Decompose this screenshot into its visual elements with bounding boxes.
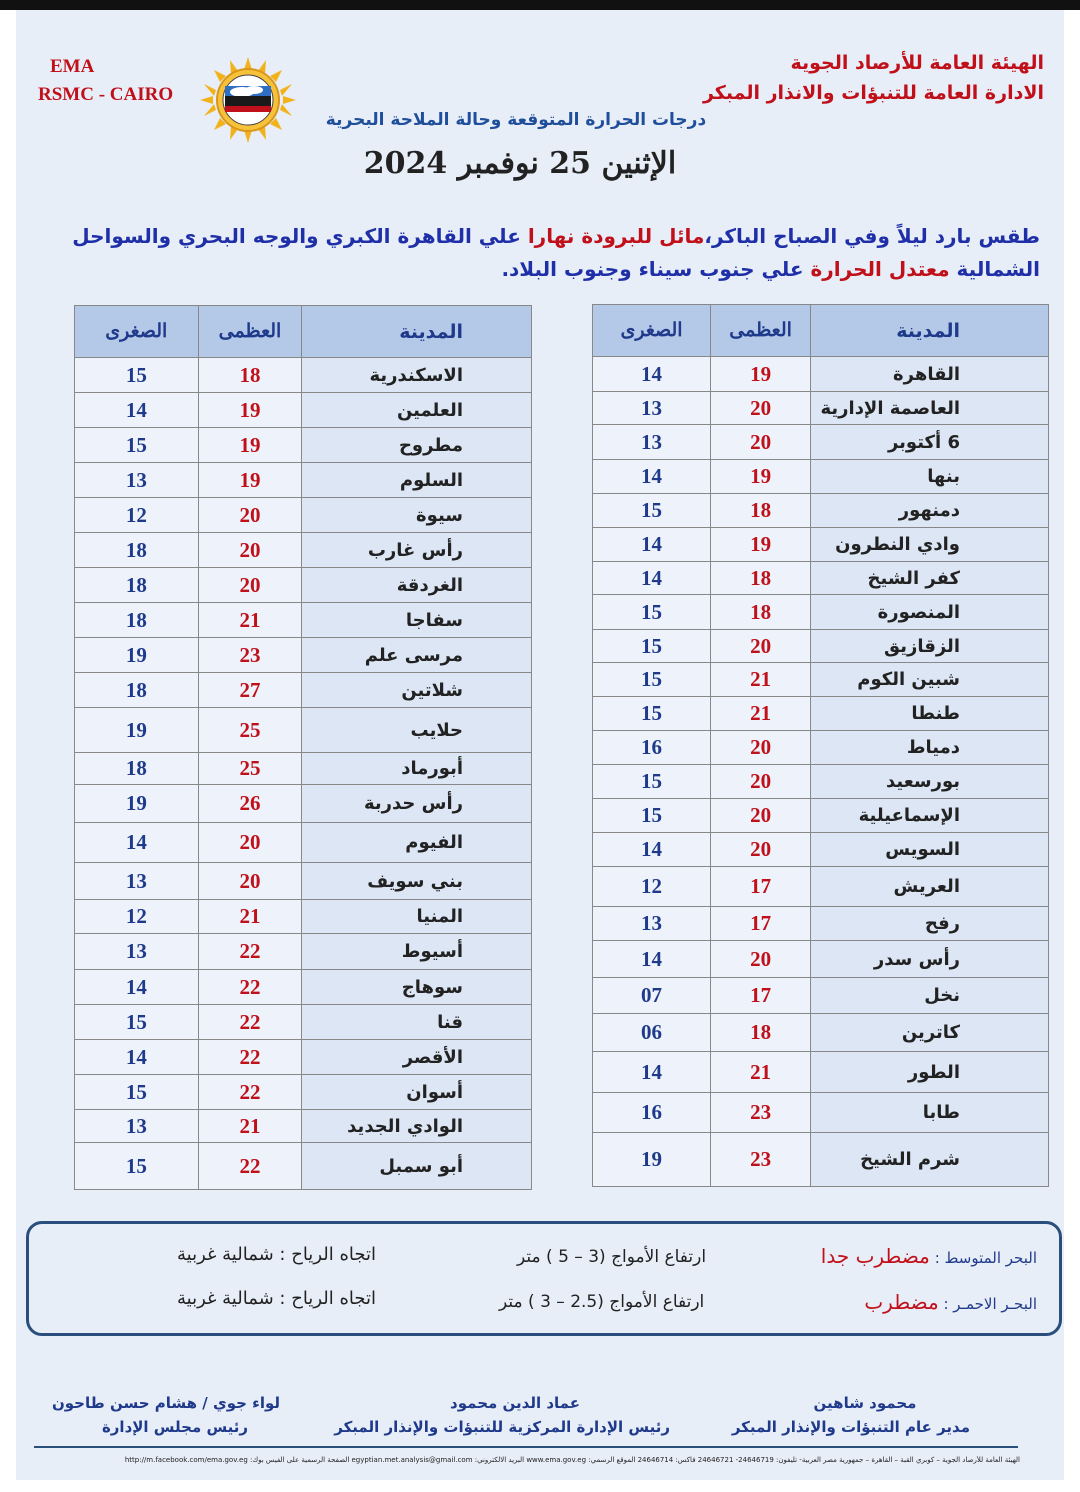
min-temp-cell: 06 — [593, 1014, 711, 1052]
min-temp-cell: 14 — [75, 970, 199, 1005]
table-row — [75, 568, 532, 603]
rsmc-label: RSMC - CAIRO — [38, 84, 174, 105]
max-temp-cell: 20 — [711, 630, 811, 663]
min-temp-cell: 13 — [75, 1110, 199, 1143]
max-temp-cell: 20 — [198, 533, 302, 568]
city-cell: نخل — [811, 978, 1049, 1014]
top-bar — [0, 0, 1080, 10]
min-temp-cell: 15 — [593, 765, 711, 799]
min-temp-cell: 18 — [75, 603, 199, 638]
forecast-highlight: مائل للبرودة نهارا — [527, 224, 705, 248]
sea-med-label — [821, 1244, 1037, 1268]
header-max: العظمى — [711, 305, 811, 357]
table-row — [75, 900, 532, 934]
table-body — [75, 358, 532, 1190]
max-temp-cell: 20 — [711, 765, 811, 799]
city-cell: بنها — [811, 460, 1049, 494]
max-temp-cell: 18 — [711, 595, 811, 630]
city-cell: حلايب — [302, 708, 532, 753]
sea-red-wind: اتجاه الرياح : شمالية غربية — [177, 1288, 377, 1309]
signature-title: مدير عام التنبؤات والإنذار المبكر — [731, 1418, 970, 1436]
min-temp-cell: 15 — [593, 494, 711, 528]
max-temp-cell: 18 — [711, 494, 811, 528]
table-row — [75, 428, 532, 463]
sea-med-wind: اتجاه الرياح : شمالية غربية — [177, 1244, 377, 1265]
city-cell: الإسماعيلية — [811, 799, 1049, 833]
max-temp-cell: 25 — [198, 753, 302, 785]
forecast-part: علي جنوب سيناء وجنوب البلاد. — [501, 257, 811, 281]
city-cell: السويس — [811, 833, 1049, 867]
table-row — [75, 673, 532, 708]
min-temp-cell: 18 — [75, 753, 199, 785]
temperature-table-left — [74, 305, 532, 1190]
city-cell: طابا — [811, 1093, 1049, 1133]
city-cell: الفيوم — [302, 823, 532, 863]
table-row — [593, 1014, 1049, 1052]
table-row — [75, 863, 532, 900]
min-temp-cell: 19 — [75, 708, 199, 753]
min-temp-cell: 14 — [593, 562, 711, 595]
table-row — [75, 498, 532, 533]
max-temp-cell: 22 — [198, 1005, 302, 1040]
min-temp-cell: 07 — [593, 978, 711, 1014]
min-temp-cell: 14 — [593, 833, 711, 867]
city-cell: أبو سمبل — [302, 1143, 532, 1190]
city-cell: دمنهور — [811, 494, 1049, 528]
min-temp-cell: 16 — [593, 1093, 711, 1133]
table-row — [75, 708, 532, 753]
table-row — [75, 1143, 532, 1190]
city-cell: الغردقة — [302, 568, 532, 603]
max-temp-cell: 21 — [198, 603, 302, 638]
table-row — [75, 533, 532, 568]
min-temp-cell: 13 — [75, 463, 199, 498]
table-header-row — [75, 306, 532, 358]
header-min: الصغرى — [75, 306, 199, 358]
footer-contact: الهيئة العامة للأرصاد الجوية – كوبري القبة – القاهرة – جمهورية مصر العربية- تليفون: 24646719- 24646721 فاكس: 24646714 الموقع الرسمي: www.ema.gov.eg البريد الالكتروني: egyptian.met.analysis@gmail.com الصفحة الرسمية على الفيس بوك: http://m.facebook.com/ema.gov.eg — [124, 1456, 1020, 1464]
sea-red-label — [864, 1290, 1037, 1314]
sea-red-waves: ارتفاع الأمواج (2.5 – 3 ) متر — [499, 1292, 705, 1312]
header-city: المدينة — [811, 305, 1049, 357]
min-temp-cell: 15 — [75, 358, 199, 393]
table-row — [75, 463, 532, 498]
signature-name: عماد الدين محمود — [450, 1394, 580, 1412]
max-temp-cell: 21 — [711, 697, 811, 731]
max-temp-cell: 20 — [711, 731, 811, 765]
min-temp-cell: 12 — [75, 498, 199, 533]
max-temp-cell: 23 — [711, 1093, 811, 1133]
min-temp-cell: 18 — [75, 673, 199, 708]
city-cell: قنا — [302, 1005, 532, 1040]
min-temp-cell: 12 — [593, 867, 711, 907]
sea-med-name: البحر المتوسط : — [934, 1249, 1037, 1267]
city-cell: الزقازيق — [811, 630, 1049, 663]
table-row — [75, 1005, 532, 1040]
table-row — [593, 1093, 1049, 1133]
min-temp-cell: 19 — [75, 638, 199, 673]
max-temp-cell: 23 — [711, 1133, 811, 1187]
max-temp-cell: 18 — [198, 358, 302, 393]
table-row — [593, 731, 1049, 765]
max-temp-cell: 21 — [711, 663, 811, 697]
table-row — [75, 358, 532, 393]
max-temp-cell: 17 — [711, 907, 811, 941]
table-row — [593, 460, 1049, 494]
min-temp-cell: 18 — [75, 568, 199, 603]
city-cell: الوادي الجديد — [302, 1110, 532, 1143]
table-row — [75, 393, 532, 428]
city-cell: أبورماد — [302, 753, 532, 785]
table-row — [593, 425, 1049, 460]
max-temp-cell: 19 — [198, 463, 302, 498]
min-temp-cell: 15 — [593, 595, 711, 630]
table-row — [593, 1052, 1049, 1093]
forecast-text — [70, 220, 1040, 286]
max-temp-cell: 20 — [198, 863, 302, 900]
min-temp-cell: 14 — [593, 1052, 711, 1093]
table-row — [593, 799, 1049, 833]
table-row — [593, 1133, 1049, 1187]
table-row — [75, 638, 532, 673]
min-temp-cell: 14 — [75, 393, 199, 428]
signature-chairman — [51, 1394, 280, 1436]
city-cell: سوهاج — [302, 970, 532, 1005]
table-row — [593, 528, 1049, 562]
max-temp-cell: 23 — [198, 638, 302, 673]
city-cell: الأقصر — [302, 1040, 532, 1075]
min-temp-cell: 13 — [75, 863, 199, 900]
city-cell: سفاجا — [302, 603, 532, 638]
min-temp-cell: 13 — [593, 425, 711, 460]
footer-divider — [34, 1446, 1018, 1448]
forecast-highlight: معتدل الحرارة — [810, 257, 950, 281]
min-temp-cell: 14 — [593, 460, 711, 494]
max-temp-cell: 25 — [198, 708, 302, 753]
city-cell: مرسى علم — [302, 638, 532, 673]
sea-med-waves: ارتفاع الأمواج (3 – 5 ) متر — [517, 1247, 707, 1267]
min-temp-cell: 19 — [593, 1133, 711, 1187]
signature-name: لواء جوي / هشام حسن طاحون — [51, 1394, 280, 1412]
table-row — [593, 867, 1049, 907]
sea-red-state: مضطرب — [864, 1290, 939, 1314]
city-cell: أسيوط — [302, 934, 532, 970]
max-temp-cell: 20 — [198, 498, 302, 533]
table-row — [593, 562, 1049, 595]
min-temp-cell: 15 — [593, 630, 711, 663]
city-cell: المنيا — [302, 900, 532, 934]
max-temp-cell: 21 — [711, 1052, 811, 1093]
header-min: الصغرى — [593, 305, 711, 357]
ema-label: EMA — [50, 56, 95, 77]
table-row — [75, 1110, 532, 1143]
min-temp-cell: 15 — [75, 1005, 199, 1040]
min-temp-cell: 13 — [75, 934, 199, 970]
table-row — [75, 970, 532, 1005]
max-temp-cell: 20 — [198, 568, 302, 603]
max-temp-cell: 20 — [711, 392, 811, 425]
table-row — [593, 978, 1049, 1014]
header-city: المدينة — [302, 306, 532, 358]
city-cell: رأس حدربة — [302, 785, 532, 823]
max-temp-cell: 19 — [198, 428, 302, 463]
max-temp-cell: 22 — [198, 934, 302, 970]
min-temp-cell: 14 — [593, 528, 711, 562]
signature-title: رئيس الإدارة المركزية للتنبؤات والإنذار المبكر — [334, 1418, 670, 1436]
max-temp-cell: 17 — [711, 978, 811, 1014]
city-cell: شبين الكوم — [811, 663, 1049, 697]
city-cell: الطور — [811, 1052, 1049, 1093]
max-temp-cell: 19 — [711, 357, 811, 392]
table-row — [75, 753, 532, 785]
min-temp-cell: 15 — [75, 1075, 199, 1110]
min-temp-cell: 16 — [593, 731, 711, 765]
city-cell: كاترين — [811, 1014, 1049, 1052]
organization-name: الهيئة العامة للأرصاد الجوية — [790, 52, 1044, 74]
table-row — [593, 494, 1049, 528]
min-temp-cell: 14 — [593, 357, 711, 392]
max-temp-cell: 18 — [711, 1014, 811, 1052]
table-row — [75, 823, 532, 863]
table-row — [593, 595, 1049, 630]
city-cell: كفر الشيخ — [811, 562, 1049, 595]
city-cell: دمياط — [811, 731, 1049, 765]
min-temp-cell: 14 — [593, 941, 711, 978]
city-cell: المنصورة — [811, 595, 1049, 630]
signature-title: رئيس مجلس الإدارة — [101, 1418, 249, 1436]
max-temp-cell: 26 — [198, 785, 302, 823]
city-cell: العريش — [811, 867, 1049, 907]
city-cell: القاهرة — [811, 357, 1049, 392]
table-row — [593, 833, 1049, 867]
max-temp-cell: 19 — [711, 528, 811, 562]
min-temp-cell: 13 — [593, 392, 711, 425]
sea-med-state: مضطرب جدا — [820, 1244, 930, 1268]
min-temp-cell: 15 — [593, 697, 711, 731]
city-cell: أسوان — [302, 1075, 532, 1110]
min-temp-cell: 19 — [75, 785, 199, 823]
table-header-row — [593, 305, 1049, 357]
max-temp-cell: 20 — [711, 941, 811, 978]
max-temp-cell: 21 — [198, 1110, 302, 1143]
city-cell: رأس غارب — [302, 533, 532, 568]
table-row — [75, 785, 532, 823]
max-temp-cell: 22 — [198, 1075, 302, 1110]
table-row — [75, 1040, 532, 1075]
table-body — [593, 357, 1049, 1187]
city-cell: السلوم — [302, 463, 532, 498]
max-temp-cell: 22 — [198, 970, 302, 1005]
city-cell: شلاتين — [302, 673, 532, 708]
max-temp-cell: 20 — [711, 425, 811, 460]
ema-logo-icon — [196, 56, 300, 144]
max-temp-cell: 20 — [198, 823, 302, 863]
city-cell: الاسكندرية — [302, 358, 532, 393]
table-row — [593, 663, 1049, 697]
forecast-part: طقس بارد ليلاً وفي الصباح الباكر، — [704, 224, 1040, 248]
min-temp-cell: 15 — [75, 1143, 199, 1190]
city-cell: بني سويف — [302, 863, 532, 900]
min-temp-cell: 14 — [75, 1040, 199, 1075]
max-temp-cell: 19 — [198, 393, 302, 428]
table-row — [593, 907, 1049, 941]
min-temp-cell: 15 — [75, 428, 199, 463]
table-row — [593, 630, 1049, 663]
forecast-part: علي القاهرة الكبري والوجه البحري والسواحل الشمالية — [72, 224, 1040, 281]
city-cell: العلمين — [302, 393, 532, 428]
table-row — [593, 941, 1049, 978]
signature-name: محمود شاهين — [813, 1394, 917, 1412]
city-cell: مطروح — [302, 428, 532, 463]
marine-conditions-box — [26, 1221, 1062, 1336]
max-temp-cell: 22 — [198, 1040, 302, 1075]
bulletin-date: الإثنين 25 نوفمبر 2024 — [363, 146, 677, 181]
min-temp-cell: 12 — [75, 900, 199, 934]
signature-central-director — [334, 1394, 670, 1436]
city-cell: طنطا — [811, 697, 1049, 731]
max-temp-cell: 27 — [198, 673, 302, 708]
min-temp-cell: 14 — [75, 823, 199, 863]
city-cell: سيوة — [302, 498, 532, 533]
max-temp-cell: 20 — [711, 833, 811, 867]
city-cell: رفح — [811, 907, 1049, 941]
min-temp-cell: 18 — [75, 533, 199, 568]
department-name: الادارة العامة للتنبؤات والانذار المبكر — [702, 82, 1044, 104]
header-max: العظمى — [198, 306, 302, 358]
min-temp-cell: 15 — [593, 799, 711, 833]
table-row — [593, 697, 1049, 731]
city-cell: بورسعيد — [811, 765, 1049, 799]
max-temp-cell: 18 — [711, 562, 811, 595]
min-temp-cell: 13 — [593, 907, 711, 941]
table-row — [593, 392, 1049, 425]
table-row — [593, 765, 1049, 799]
signature-forecast-director — [731, 1394, 970, 1436]
table-row — [75, 934, 532, 970]
table-row — [593, 357, 1049, 392]
max-temp-cell: 19 — [711, 460, 811, 494]
city-cell: وادي النطرون — [811, 528, 1049, 562]
city-cell: العاصمة الإدارية — [811, 392, 1049, 425]
bulletin-subtitle: درجات الحرارة المتوقعة وحالة الملاحة البحرية — [325, 110, 707, 130]
max-temp-cell: 21 — [198, 900, 302, 934]
sea-red-name: البحـر الاحمـر : — [943, 1295, 1037, 1313]
max-temp-cell: 20 — [711, 799, 811, 833]
temperature-table-right — [592, 304, 1049, 1187]
city-cell: رأس سدر — [811, 941, 1049, 978]
city-cell: شرم الشيخ — [811, 1133, 1049, 1187]
city-cell: 6 أكتوبر — [811, 425, 1049, 460]
table-row — [75, 1075, 532, 1110]
table-row — [75, 603, 532, 638]
max-temp-cell: 22 — [198, 1143, 302, 1190]
max-temp-cell: 17 — [711, 867, 811, 907]
min-temp-cell: 15 — [593, 663, 711, 697]
